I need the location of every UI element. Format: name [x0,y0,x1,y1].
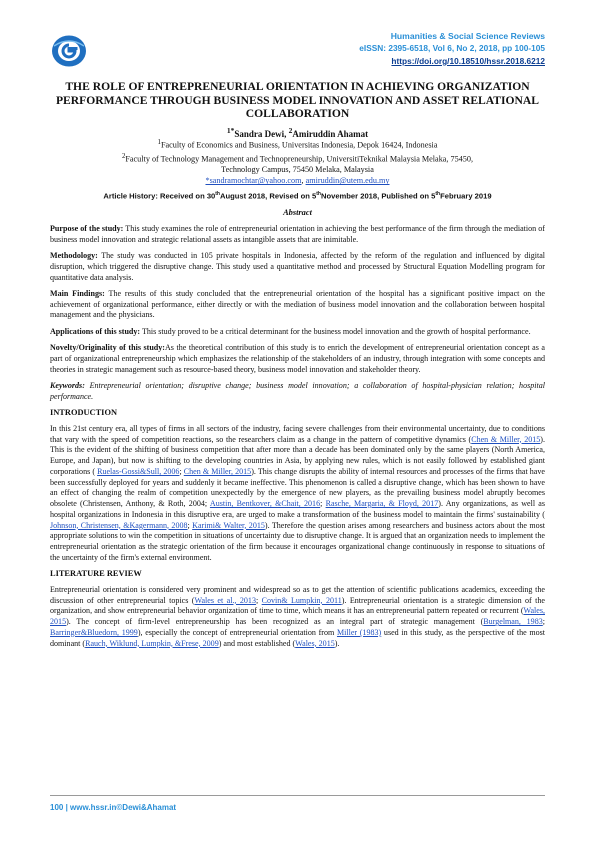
purpose-text: This study examines the role of entrepreneurial orientation in achieving the best performance of the firm through the mediation of business model innovation and strategic relational assets as intangible assets that are inimitable. [50,224,545,244]
introduction-heading: INTRODUCTION [50,408,118,418]
abstract-findings [50,289,545,321]
intro-text-3: ; [179,466,184,476]
history-part-4: February 2019 [440,191,492,201]
email-line [50,175,545,186]
body-text [50,224,545,655]
novelty-label: Novelty/Originality of this study: [50,343,165,353]
author-2-sup: 2 [288,126,293,135]
literature-paragraph [50,585,545,650]
aff-2-sup: 2 [121,152,126,160]
history-part-1: Article History: Received on 30 [103,191,216,201]
abstract-applications [50,327,545,338]
affiliation-1 [50,137,545,151]
findings-label: Main Findings: [50,288,105,298]
history-sup-3: th [435,191,441,197]
citation-link[interactable]: Wales, 2015 [295,638,335,648]
citation-link[interactable]: Chen & Miller, 2015 [471,434,541,444]
journal-logo-icon [50,34,88,68]
intro-text-4: ). This change disrupts the ability of internal resources and processes of the firms that have been successfully deployed for years and suddenly it became ineffective. This phenomenon is called a disruptive change, which has been shown to have an effect of changing the realm of competition unexpectedly by the emergence of new players, as the prevailing business model abruptly becomes obsolete (Christensen, Anthony, & Roth, 2004; [50,466,545,509]
history-sup-1: th [215,191,220,197]
introduction-paragraph [50,424,545,564]
applications-text: This study proved to be a critical determinant for the business model innovation and the growth of hospital performance. [140,326,531,336]
author-1-sup: 1* [226,126,235,135]
keywords-text: Entrepreneurial orientation; disruptive change; business model innovation; a collaboration of hospital-physician relation; hospital performance. [50,380,545,401]
lit-text-9: ). [334,638,340,648]
abstract-keywords [50,381,545,403]
email-1-link[interactable]: *sandramochtar@yahoo.com [205,176,302,186]
citation-link[interactable]: Covin& Lumpkin, 2011 [261,595,342,605]
abstract-methodology [50,251,545,283]
citation-link[interactable]: Ruelas-Gossi&Sull, 2006 [97,466,180,476]
citation-link[interactable]: Miller (1983) [336,627,382,637]
citation-link[interactable]: Rasche, Margaria, & Floyd, 2017 [325,499,439,509]
aff-1-sup: 1 [157,139,161,146]
findings-text: The results of this study concluded that the entrepreneurial orientation of the hospital has a significant positive impact on the achievement of organizational performance, either directly or with the mediation of business model innovation and the collaboration between hospital management and the physicians. [50,288,545,320]
intro-text-8: ). Therefore the question arises among researchers and business actors about the most appropriate solutions to win the competition in situations of uncertainty due to disruptive change. It is argued that an organization needs to implement the entrepreneurial orientation as the strategic orientation of the firm because it encourages organizational change continuously in response to situations of the uncertainty of the firm's external environment. [50,520,545,562]
intro-text-5: ; [320,499,326,509]
affiliations [50,137,545,186]
email-2-link[interactable]: amiruddin@utem.edu.my [305,176,390,186]
doi-link[interactable]: https://doi.org/10.18510/hssr.2018.6212 [391,55,545,66]
journal-header [359,30,545,67]
keywords-label: Keywords: [50,380,85,390]
abstract-heading: Abstract [283,208,312,217]
journal-name: Humanities & Social Science Reviews [390,31,545,41]
lit-text-3: ). Entrepreneurial orientation is a strategic dimension of the organization, and show entrepreneurial behavior organization of time to time, which means it has an entrepreneurial pattern repeated or recurrent ( [50,595,545,616]
citation-link[interactable]: Chen & Miller, 2015 [183,466,252,476]
intro-text-2: ). This is the evident of the shifting of business competition that after more than a decade has been dominated only by the same players (North America, Europe, and Japan), but now is shifting to the developing countries in Asia, by applying new rules, which is not easily followed by established giant corporations ( [50,434,545,476]
intro-text-1: In this 21st century era, all types of firms in all sectors of the industry, facing severe challenges from their environmental uncertainty, due to conditions that vary with the speed of competition reactions, so the researchers claim as a change in the pattern of competitive dynamics ( [50,423,545,444]
author-2: Amiruddin Ahamat [292,129,369,139]
applications-label: Applications of this study: [50,326,141,336]
intro-text-7: ; [187,520,193,530]
footer-divider [50,795,545,796]
citation-link[interactable]: Johnson, Christensen, &Kagermann, 2008 [50,520,188,530]
aff-2-line-1: Faculty of Technology Management and Technopreneurship, UniversitiTeknikal Malaysia Melaka, 75450, [125,154,474,164]
affiliation-2 [50,151,545,165]
lit-text-4: ). The concept of firm-level entrepreneurship has been recognized as an integral part of strategic management ( [66,617,484,627]
affiliation-2-cont: Technology Campus, 75450 Melaka, Malaysia [221,165,374,175]
aff-1-text: Faculty of Economics and Business, Universitas Indonesia, Depok 16424, Indonesia [160,140,438,150]
email-separator: , [301,176,306,186]
literature-heading: LITERATURE REVIEW [50,569,142,579]
history-part-2: August 2018, Revised on 5 [220,191,317,201]
abstract-purpose [50,224,545,246]
history-part-3: November 2018, Published on 5 [320,191,436,201]
article-history [50,191,545,201]
lit-text-2: ; [255,595,262,605]
purpose-label: Purpose of the study: [50,224,124,233]
citation-link[interactable]: Rauch, Wiklund, Lumpkin, &Frese, 2009 [85,638,219,648]
citation-link[interactable]: Wales, 2015 [50,606,545,627]
lit-text-5: ; [542,617,546,627]
author-1: Sandra Dewi, [234,129,287,139]
issn-line: eISSN: 2395-6518, Vol 6, No 2, 2018, pp 100-105 [359,43,545,54]
novelty-text: As the theoretical contribution of this study is to enrich the development of entrepreneurial orientation concept as a part of organizational entrepreneurship which emphasizes the relationship of the stakeholders of an industry, through integration with some concepts and theories in strategic management such as resource-based theory, business model innovation and stakeholder theory. [50,343,545,374]
history-sup-2: th [316,191,321,197]
citation-link[interactable]: Karimi& Walter, 2015 [192,520,265,530]
methodology-text: The study was conducted in 105 private hospitals in Indonesia, affected by the reform of the regulation and influenced by digital disruption, which triggered the disruptive change. This study used a quantitative method and processed by Structural Equation Modelling program for quantitative data analysis. [50,251,545,282]
lit-text-6: ), especially the concept of entrepreneurial orientation from [137,627,337,637]
citation-link[interactable]: Barringer&Bluedorn, 1999 [50,627,138,637]
methodology-label: Methodology: [50,251,98,261]
citation-link[interactable]: Wales et al., 2013 [194,595,256,605]
paper-title: THE ROLE OF ENTREPRENEURIAL ORIENTATION IN ACHIEVING ORGANIZATION PERFORMANCE THROUGH BUSINESS MODEL INNOVATION AND ASSET RELATIONAL COLLABORATION [55,80,540,120]
page-footer: 100 | www.hssr.in©Dewi&Ahamat [50,803,177,812]
lit-text-7: used in this study, as the perspective of the most dominant ( [50,627,546,648]
intro-text-6: ). Any organizations, as well as hospital organizations in Indonesia in this disruptive era, are urged to make a transformation of the business model to maintain the firms' sustainability ( [50,499,546,519]
lit-text-8: ) and most established ( [218,638,296,648]
abstract-novelty [50,343,545,375]
citation-link[interactable]: Burgelman, 1983 [483,617,543,627]
lit-text-1: Entrepreneurial orientation is considered very prominent and widespread so as to get the attention of scientific publications academics, exceeding the discussion of other entrepreneurial topics ( [50,584,545,605]
citation-link[interactable]: Austin, Bentkover, &Chait, 2016 [209,499,321,509]
